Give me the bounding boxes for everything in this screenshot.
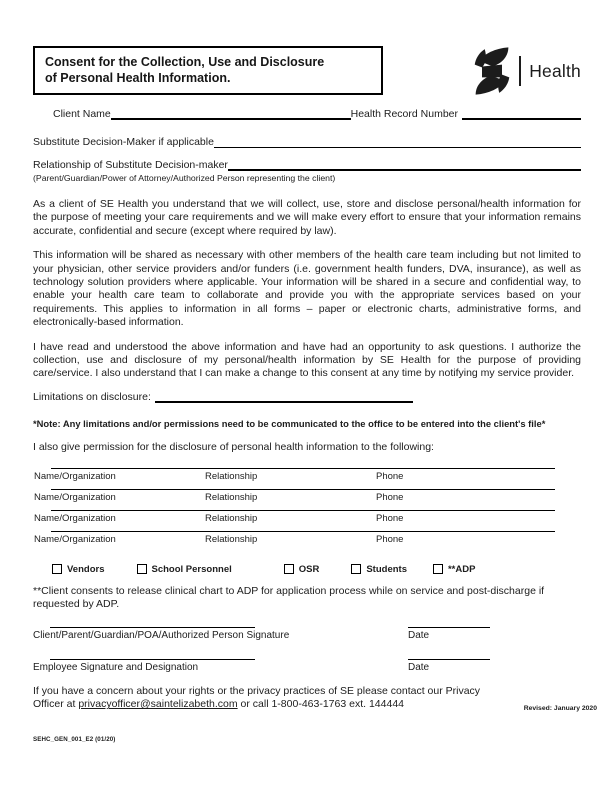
employee-date-label: Date: [408, 661, 430, 673]
consent-paragraph-2: This information will be shared as necessary with other members of the health care team including but not limited to your physician, other service providers and/or funders (i.e. government health funders, DVA, insurance), as well as technology solution providers where applicable. Your information will be shared in a secure and confidential way, to enable your health care team to collaborate and provide you with the appropriate services based on your requirements. This applies to information in all forms – paper or electronic charts, administrative forms, and electronically-based information.: [33, 249, 581, 329]
relationship-input-line[interactable]: [228, 169, 581, 171]
name-org-label: Name/Organization: [34, 470, 116, 482]
consent-paragraph-1: As a client of SE Health you understand that we will collect, use, store and disclose personal/health information for the purpose of meeting your care requirements and we will make every effort to ensure that your information remains accurate, confidential and secure (except where required by law).: [33, 198, 581, 237]
employee-signature-row: [33, 659, 581, 674]
health-record-input-line[interactable]: [462, 118, 581, 120]
relationship-paren-note: (Parent/Guardian/Power of Attorney/Authorized Person representing the client): [33, 173, 336, 183]
form-code: SEHC_GEN_001_E2 (01/20): [33, 736, 116, 744]
school-personnel-checkbox[interactable]: [137, 564, 147, 574]
client-signature-row: [33, 627, 581, 642]
disclosure-entry-line[interactable]: [51, 531, 555, 532]
relationship-label: Relationship of Substitute Decision-maker: [33, 159, 228, 171]
table-row: [33, 489, 581, 510]
table-row: [33, 510, 581, 531]
relationship-col-label: Relationship: [205, 470, 258, 482]
substitute-row: [33, 136, 581, 149]
client-signature-date-line[interactable]: [408, 627, 490, 628]
client-identity-row: [33, 108, 581, 121]
adp-checkbox-label: **ADP: [447, 563, 476, 575]
checkbox-item-students: [351, 564, 407, 575]
client-name-label: Client Name: [53, 108, 111, 120]
table-row: [33, 531, 581, 552]
disclosure-checkbox-row: [33, 564, 581, 575]
vendors-checkbox-label: Vendors: [67, 563, 105, 575]
checkbox-item-vendors: [52, 564, 105, 575]
health-record-label: Health Record Number: [350, 108, 458, 120]
limitations-input-line[interactable]: [155, 401, 413, 403]
disclosure-entry-line[interactable]: [51, 489, 555, 490]
privacy-contact-note: [33, 684, 597, 713]
name-org-label: Name/Organization: [34, 512, 116, 524]
disclosure-entry-line[interactable]: [51, 510, 555, 511]
limitations-row: [33, 391, 581, 404]
relationship-col-label: Relationship: [205, 491, 258, 503]
name-org-label: Name/Organization: [34, 491, 116, 503]
vendors-checkbox[interactable]: [52, 564, 62, 574]
phone-col-label: Phone: [376, 470, 404, 482]
disclosure-entry-line[interactable]: [51, 468, 555, 469]
name-org-label: Name/Organization: [34, 533, 116, 545]
employee-signature-label: Employee Signature and Designation: [33, 661, 199, 673]
employee-signature-date-line[interactable]: [408, 659, 490, 660]
adp-consent-note: **Client consents to release clinical chart to ADP for application process while on service and post-discharge if requested by ADP.: [33, 584, 545, 611]
school-personnel-checkbox-label: School Personnel: [151, 563, 232, 575]
relationship-col-label: Relationship: [205, 512, 258, 524]
privacy-email-link[interactable]: privacyofficer@saintelizabeth.com: [78, 698, 238, 711]
form-title-line2: of Personal Health Information.: [45, 71, 231, 85]
substitute-label: Substitute Decision-Maker if applicable: [33, 136, 214, 148]
relationship-col-label: Relationship: [205, 533, 258, 545]
limitations-label: Limitations on disclosure:: [33, 390, 151, 403]
client-signature-label: Client/Parent/Guardian/POA/Authorized Person Signature: [33, 629, 290, 641]
permission-intro: I also give permission for the disclosure of personal health information to the following:: [33, 440, 434, 453]
phone-col-label: Phone: [376, 533, 404, 545]
consent-paragraph-3: I have read and understood the above information and have had an opportunity to ask questions. I authorize the collection, use and disclosure of my personal/health information by SE Health for the purpose of providing care/service. I also understand that I can make a change to this consent at any time by notifying my service provider.: [33, 340, 581, 380]
logo-divider: [519, 56, 521, 86]
limitations-note: *Note: Any limitations and/or permissions need to be communicated to the office to be entered into the client's file*: [33, 417, 546, 429]
logo-wordmark: Health: [529, 60, 581, 81]
osr-checkbox[interactable]: [284, 564, 294, 574]
students-checkbox-label: Students: [366, 563, 407, 575]
relationship-row: [33, 159, 581, 172]
client-date-label: Date: [408, 629, 430, 641]
phone-col-label: Phone: [376, 491, 404, 503]
checkbox-item-osr: [284, 564, 320, 575]
revised-date: Revised: January 2020: [523, 704, 597, 712]
substitute-input-line[interactable]: [214, 147, 581, 148]
adp-checkbox[interactable]: [433, 564, 443, 574]
header: [33, 46, 581, 95]
se-health-logo: [472, 47, 581, 95]
privacy-text-1: If you have a concern about your rights or the privacy practices of SE please contact our Privacy Officer at: [33, 684, 481, 711]
checkbox-item-school-personnel: [137, 564, 232, 575]
employee-signature-line[interactable]: [50, 659, 255, 660]
checkbox-item-adp: [433, 564, 475, 575]
se-logo-icon: [472, 47, 512, 95]
form-title-box: [33, 46, 383, 95]
privacy-text-2: or call 1-800-463-1763 ext. 144444: [240, 698, 404, 711]
phone-col-label: Phone: [376, 512, 404, 524]
client-signature-line[interactable]: [50, 627, 255, 628]
disclosure-table: [33, 468, 581, 552]
table-row: [33, 468, 581, 489]
client-name-input-line[interactable]: [111, 118, 351, 120]
students-checkbox[interactable]: [351, 564, 361, 574]
form-title-line1: Consent for the Collection, Use and Disclosure: [45, 55, 325, 69]
osr-checkbox-label: OSR: [298, 563, 320, 575]
